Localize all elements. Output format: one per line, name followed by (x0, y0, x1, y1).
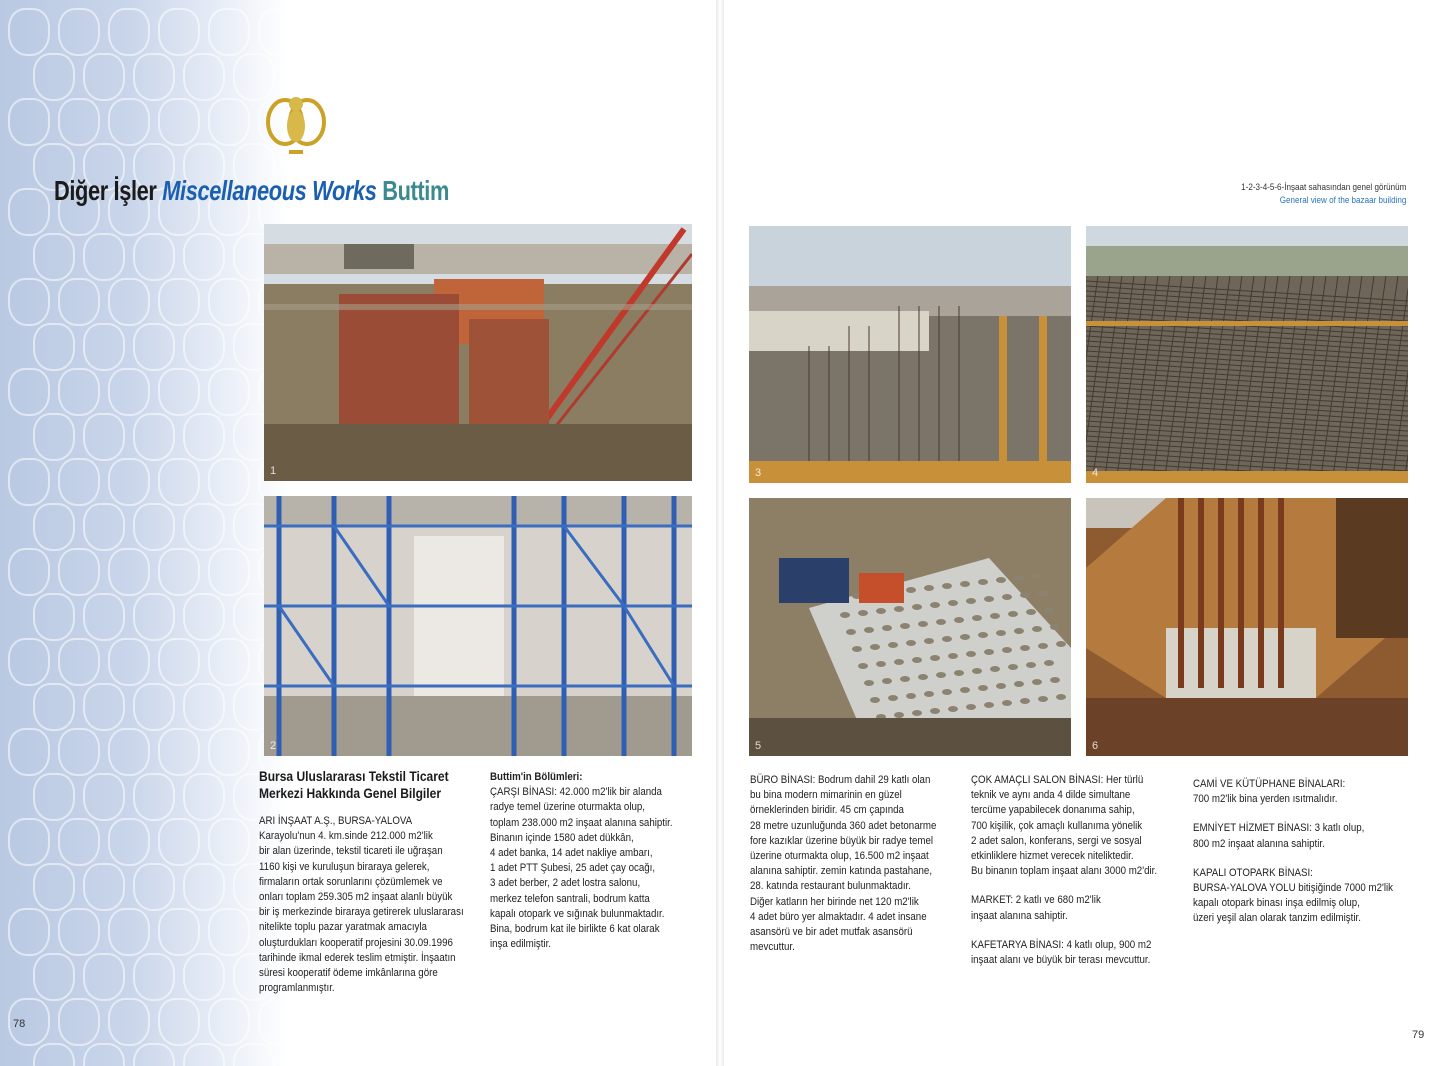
pattern-shape (83, 53, 125, 101)
pattern-shape (58, 368, 100, 416)
pattern-shape (158, 8, 200, 56)
pattern-shape (208, 98, 250, 146)
pattern-shape (158, 368, 200, 416)
pattern-shape (108, 548, 150, 596)
cami-paragraph: CAMİ VE KÜTÜPHANE BİNALARI: 700 m2'lik bina yerden ısıtmalıdır. (1193, 778, 1346, 806)
carsi-paragraph: ÇARŞI BİNASI: 42.000 m2'lik bir alanda radye temel üzerine oturmakta olup, toplam 238.000 m2 inşaat alanına sahiptir. Binanın içinde 1580 adet dükkân, 4 adet banka, 14 adet nakliye ambarı, 1 adet PTT Şubesi, 25 adet çay ocağı, 3 adet berber, 2 adet lostra salonu, merkez telefon santrali, bodrum katta kapalı otopark ve sığınak bulunmaktadır. Bina, bodrum kat ile birlikte 6 kat olarak inşa edilmiştir. (490, 786, 673, 951)
text-column-2 (490, 770, 705, 952)
bee-logo (265, 92, 327, 160)
title-project: Buttim (382, 175, 450, 206)
pattern-shape (108, 278, 150, 326)
pattern-shape (158, 818, 200, 866)
pattern-shape (158, 98, 200, 146)
pattern-shape (83, 773, 125, 821)
pattern-shape (158, 458, 200, 506)
pattern-shape (208, 638, 250, 686)
pattern-shape (208, 818, 250, 866)
photo-4-rebar-mat (1086, 226, 1408, 483)
pattern-shape (58, 728, 100, 776)
pattern-shape (8, 368, 50, 416)
pattern-shape (8, 98, 50, 146)
pattern-shape (208, 548, 250, 596)
pattern-shape (108, 638, 150, 686)
cok-amacli-paragraph: ÇOK AMAÇLI SALON BİNASI: Her türlü teknik ve aynı anda 4 dilde simultane tercüme yapabilecek donanıma sahip, 700 kişilik, çok amaçlı kullanıma yönelik 2 adet salon, konferans, sergi ve sosyal etkinliklere hizmet verecek niteliktedir. Bu binanın toplam inşaat alanı 3000 m2'dir. (971, 774, 1158, 878)
pattern-shape (33, 503, 75, 551)
photo-number: 1 (270, 465, 277, 477)
pattern-shape (108, 458, 150, 506)
text-column-1 (259, 768, 483, 996)
pattern-shape (33, 773, 75, 821)
pattern-shape (183, 683, 225, 731)
photo-2-scaffolding (264, 496, 692, 756)
caption-turkish: 1-2-3-4-5-6-İnşaat sahasından genel görünüm (1240, 182, 1406, 193)
title-english: Miscellaneous Works (162, 175, 377, 206)
pattern-shape (158, 728, 200, 776)
pattern-shape (8, 278, 50, 326)
pattern-shape (183, 323, 225, 371)
pattern-shape (183, 953, 225, 1001)
pattern-shape (58, 548, 100, 596)
photo-1-crane-site (264, 224, 692, 481)
pattern-shape (8, 818, 50, 866)
pattern-shape (83, 1043, 125, 1066)
pattern-shape (133, 233, 175, 281)
photo-caption (1241, 181, 1406, 207)
pattern-shape (33, 593, 75, 641)
photo-number: 6 (1092, 740, 1099, 752)
pattern-shape (158, 278, 200, 326)
sections-heading: Buttim'in Bölümleri: (490, 771, 583, 783)
otopark-paragraph: KAPALI OTOPARK BİNASI: BURSA-YALOVA YOLU bitişiğinde 7000 m2'lik kapalı otopark binası inşa edilmiş olup, üzeri yeşil alan olarak tanzim edilmiştir. (1193, 866, 1394, 925)
pattern-shape (133, 953, 175, 1001)
pattern-shape (33, 683, 75, 731)
pattern-shape (83, 413, 125, 461)
pattern-shape (133, 863, 175, 911)
pattern-shape (83, 863, 125, 911)
pattern-shape (58, 998, 100, 1046)
pattern-shape (83, 233, 125, 281)
pattern-shape (258, 8, 300, 56)
pattern-shape (208, 728, 250, 776)
pattern-shape (133, 323, 175, 371)
pattern-shape (83, 503, 125, 551)
photo-6-column-rebar (1086, 498, 1408, 756)
title-turkish: Diğer İşler (54, 175, 157, 206)
pattern-shape (133, 1043, 175, 1066)
pattern-shape (33, 233, 75, 281)
pattern-shape (83, 683, 125, 731)
pattern-shape (233, 1043, 275, 1066)
book-spine (716, 0, 724, 1066)
pattern-shape (183, 593, 225, 641)
photo-number: 5 (755, 740, 762, 752)
pattern-shape (8, 458, 50, 506)
pattern-shape (58, 818, 100, 866)
pattern-shape (58, 638, 100, 686)
photo-number: 4 (1092, 467, 1099, 479)
pattern-shape (33, 1043, 75, 1066)
pattern-shape (108, 998, 150, 1046)
pattern-shape (183, 233, 225, 281)
page-number-left: 78 (13, 1018, 26, 1030)
pattern-shape (183, 413, 225, 461)
pattern-shape (133, 413, 175, 461)
market-paragraph: MARKET: 2 katlı ve 680 m2'lik inşaat alanına sahiptir. (971, 894, 1101, 922)
pattern-shape (108, 728, 150, 776)
pattern-shape (108, 98, 150, 146)
pattern-shape (8, 188, 50, 236)
pattern-shape (58, 98, 100, 146)
article-heading: Bursa Uluslararası Tekstil Ticaret Merkezi Hakkında Genel Bilgiler (259, 768, 449, 801)
emniyet-paragraph: EMNİYET HİZMET BİNASI: 3 katlı olup, 800 m2 inşaat alanına sahiptir. (1193, 822, 1365, 850)
pattern-shape (208, 458, 250, 506)
pattern-shape (158, 548, 200, 596)
pattern-shape (208, 8, 250, 56)
pattern-shape (183, 1043, 225, 1066)
pattern-shape (283, 1043, 300, 1066)
text-column-5 (1193, 777, 1399, 927)
pattern-shape (33, 413, 75, 461)
pattern-shape (108, 908, 150, 956)
pattern-shape (8, 548, 50, 596)
pattern-shape (83, 593, 125, 641)
pattern-shape (8, 728, 50, 776)
pattern-shape (133, 593, 175, 641)
pattern-shape (108, 368, 150, 416)
pattern-shape (33, 953, 75, 1001)
text-column-3 (750, 773, 956, 955)
photo-number: 2 (270, 740, 277, 752)
pattern-shape (58, 458, 100, 506)
pattern-shape (158, 998, 200, 1046)
pattern-shape (108, 8, 150, 56)
pattern-shape (183, 773, 225, 821)
pattern-shape (83, 323, 125, 371)
pattern-shape (108, 818, 150, 866)
pattern-shape (208, 998, 250, 1046)
photo-3-rebar-walls (749, 226, 1071, 483)
pattern-shape (8, 908, 50, 956)
photo-number: 3 (755, 467, 762, 479)
kafeterya-paragraph: KAFETARYA BİNASI: 4 katlı olup, 900 m2 inşaat alanı ve büyük bir terası mevcuttur. (971, 938, 1152, 967)
pattern-shape (158, 908, 200, 956)
pattern-shape (133, 503, 175, 551)
pattern-shape (258, 998, 300, 1046)
pattern-shape (158, 638, 200, 686)
pattern-shape (133, 683, 175, 731)
pattern-shape (133, 773, 175, 821)
pattern-shape (183, 53, 225, 101)
page-title (54, 175, 449, 207)
buro-paragraph: BÜRO BİNASI: Bodrum dahil 29 katlı olan bu bina modern mimarinin en güzel örneklerinden biridir. 45 cm çapında 28 metre uzunluğunda 360 adet betonarme fore kazıklar üzerine büyük bir radye temel üzerine oturmakta olup, 16.500 m2 inşaat alanına sahiptir. zemin katında pastahane, 28. katında restaurant bulunmaktadır. Diğer katların her birinde net 120 m2'lik 4 adet büro yer almaktadır. 4 adet insane asansörü ve bir adet mutfak asansörü mevcuttur. (750, 774, 937, 954)
pattern-shape (33, 53, 75, 101)
text-column-4 (971, 773, 1182, 968)
pattern-shape (33, 323, 75, 371)
pattern-shape (208, 278, 250, 326)
caption-english: General view of the bazaar building (1279, 195, 1406, 206)
pattern-shape (33, 863, 75, 911)
pattern-shape (208, 368, 250, 416)
pattern-shape (183, 503, 225, 551)
pattern-shape (8, 638, 50, 686)
article-intro: ARI İNŞAAT A.Ş., BURSA-YALOVA Karayolu'nun 4. km.sinde 212.000 m2'lik bir alan üzerinde, tekstil ticareti ile uğraşan 1160 kişi ve kuruluşun biraraya gelerek, firmaların ortak sorunlarını çözümlemek ve onları toplam 259.305 m2 inşaat alanlı büyük bir iş merkezinde biraraya getirerek uluslararası nitelikte toplu pazar yaratmak amacıyla oluşturdukları kooperatif projesini 30.09.1996 tarihinde ikmal ederek teslim etmiştir. İnşaatın süresi kooperatif ödeme imkânlarına göre programlanmıştır. (259, 815, 464, 995)
pattern-shape (83, 953, 125, 1001)
pattern-shape (183, 863, 225, 911)
photo-5-formwork (749, 498, 1071, 756)
pattern-shape (208, 908, 250, 956)
pattern-shape (58, 8, 100, 56)
pattern-shape (58, 908, 100, 956)
pattern-shape (58, 278, 100, 326)
pattern-shape (8, 8, 50, 56)
page-number-right: 79 (1412, 1029, 1425, 1041)
pattern-shape (133, 53, 175, 101)
bee-pattern-background (0, 0, 300, 1066)
